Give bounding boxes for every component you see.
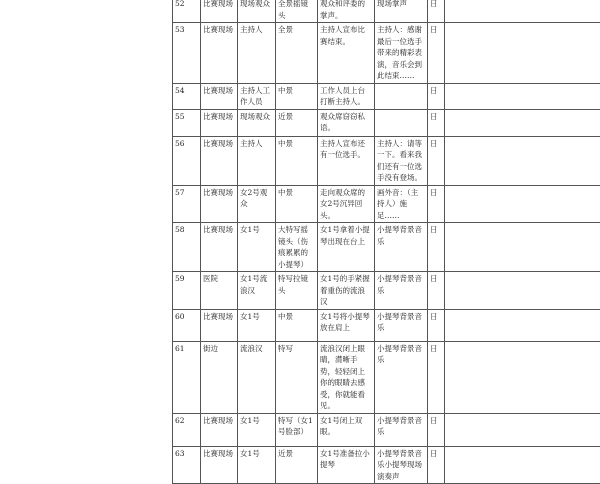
cell-extra: [445, 185, 600, 223]
cell-content: 走向观众席的女2号沉异回头。: [318, 185, 375, 223]
storyboard-table: [172, 0, 600, 484]
cell-shot: 全景摇镜头: [276, 0, 318, 23]
cell-content: 流浪汉闭上眼睛，潸晰手势，轻轻闭上你的眼睛去感受，你就能看见。: [318, 341, 375, 413]
cell-location: 主持人工作人员: [238, 83, 276, 109]
cell-location: 女1号: [238, 223, 276, 272]
cell-extra: [445, 109, 600, 136]
cell-num: 53: [173, 23, 201, 84]
table-row: [173, 0, 600, 23]
cell-time: 日: [428, 185, 445, 223]
cell-extra: [445, 136, 600, 185]
cell-shot: 近景: [276, 109, 318, 136]
cell-time: 日: [428, 136, 445, 185]
cell-shot: 大特写摇镜头（伤痕累累的小提琴）: [276, 223, 318, 272]
cell-scene: 比赛现场: [201, 446, 238, 484]
cell-num: 58: [173, 223, 201, 272]
cell-location: 现场观众: [238, 109, 276, 136]
cell-sound: 主持人：请等一下。看来我们还有一位选手没有登场。: [375, 136, 428, 185]
cell-shot: 近景: [276, 446, 318, 484]
cell-num: 55: [173, 109, 201, 136]
cell-num: 62: [173, 413, 201, 446]
cell-shot: 特写（女1号脸部）: [276, 413, 318, 446]
cell-content: 观众和评委的掌声。: [318, 0, 375, 23]
cell-scene: 医院: [201, 272, 238, 310]
cell-sound: 小提琴背景音乐小提琴现场演奏声: [375, 446, 428, 484]
cell-time: 日: [428, 413, 445, 446]
cell-shot: 特写: [276, 341, 318, 413]
cell-scene: 比赛现场: [201, 0, 238, 23]
cell-extra: [445, 413, 600, 446]
cell-sound: [375, 109, 428, 136]
cell-content: 女1号闭上双眼。: [318, 413, 375, 446]
cell-extra: [445, 23, 600, 84]
cell-shot: 中景: [276, 309, 318, 341]
cell-location: 女1号流浪汉: [238, 272, 276, 310]
cell-location: 流浪汉: [238, 341, 276, 413]
cell-num: 60: [173, 309, 201, 341]
table-row: [173, 272, 600, 310]
cell-scene: 比赛现场: [201, 23, 238, 84]
cell-num: 52: [173, 0, 201, 23]
cell-sound: 主持人：感谢最后一位选手带来的精彩表演，音乐会到此结束……: [375, 23, 428, 84]
cell-num: 54: [173, 83, 201, 109]
cell-sound: 小提琴背景音乐: [375, 413, 428, 446]
cell-extra: [445, 309, 600, 341]
cell-content: 女1号的手紧握着重伤的流浪汉: [318, 272, 375, 310]
cell-shot: 全景: [276, 23, 318, 84]
cell-time: 日: [428, 23, 445, 84]
cell-content: 观众席窃窃私语。: [318, 109, 375, 136]
cell-sound: 画外音：（主持人）施足……: [375, 185, 428, 223]
cell-sound: 小提琴背景音乐: [375, 223, 428, 272]
cell-location: 主持人: [238, 23, 276, 84]
cell-num: 56: [173, 136, 201, 185]
cell-scene: 比赛现场: [201, 185, 238, 223]
cell-sound: [375, 83, 428, 109]
cell-time: 日: [428, 446, 445, 484]
cell-location: 女2号观众: [238, 185, 276, 223]
cell-location: 女1号: [238, 446, 276, 484]
cell-time: 日: [428, 0, 445, 23]
cell-content: 工作人员上台打断主持人。: [318, 83, 375, 109]
cell-num: 61: [173, 341, 201, 413]
table-row: [173, 446, 600, 484]
cell-content: 主持人宣布比赛结束。: [318, 23, 375, 84]
cell-scene: 比赛现场: [201, 109, 238, 136]
cell-time: 日: [428, 223, 445, 272]
cell-content: 女1号将小提琴放在肩上: [318, 309, 375, 341]
cell-time: 日: [428, 272, 445, 310]
table-row: [173, 185, 600, 223]
cell-time: 日: [428, 341, 445, 413]
cell-time: 日: [428, 109, 445, 136]
cell-location: 现场观众: [238, 0, 276, 23]
cell-sound: 现场掌声: [375, 0, 428, 23]
cell-scene: 比赛现场: [201, 309, 238, 341]
cell-time: 日: [428, 83, 445, 109]
cell-location: 主持人: [238, 136, 276, 185]
table-row: [173, 309, 600, 341]
cell-extra: [445, 272, 600, 310]
cell-num: 57: [173, 185, 201, 223]
cell-scene: 比赛现场: [201, 83, 238, 109]
table-row: [173, 413, 600, 446]
table-row: [173, 83, 600, 109]
cell-sound: 小提琴背景音乐: [375, 341, 428, 413]
table-row: [173, 109, 600, 136]
cell-shot: 中景: [276, 185, 318, 223]
cell-content: 女1号拿着小提琴出现在台上: [318, 223, 375, 272]
table-row: [173, 223, 600, 272]
cell-sound: 小提琴背景音乐: [375, 309, 428, 341]
cell-extra: [445, 341, 600, 413]
cell-extra: [445, 223, 600, 272]
table-row: [173, 23, 600, 84]
cell-scene: 比赛现场: [201, 136, 238, 185]
cell-time: 日: [428, 309, 445, 341]
cell-shot: 特写拉镜头: [276, 272, 318, 310]
cell-scene: 街边: [201, 341, 238, 413]
cell-location: 女1号: [238, 413, 276, 446]
table-row: [173, 136, 600, 185]
cell-shot: 中景: [276, 136, 318, 185]
cell-extra: [445, 83, 600, 109]
cell-scene: 比赛现场: [201, 223, 238, 272]
cell-scene: 比赛现场: [201, 413, 238, 446]
table-row: [173, 341, 600, 413]
cell-location: 女1号: [238, 309, 276, 341]
cell-content: 主持人宣布还有一位选手。: [318, 136, 375, 185]
cell-extra: [445, 0, 600, 23]
cell-num: 59: [173, 272, 201, 310]
cell-extra: [445, 446, 600, 484]
cell-content: 女1号准备拉小提琴: [318, 446, 375, 484]
cell-sound: 小提琴背景音乐: [375, 272, 428, 310]
cell-num: 63: [173, 446, 201, 484]
cell-shot: 中景: [276, 83, 318, 109]
